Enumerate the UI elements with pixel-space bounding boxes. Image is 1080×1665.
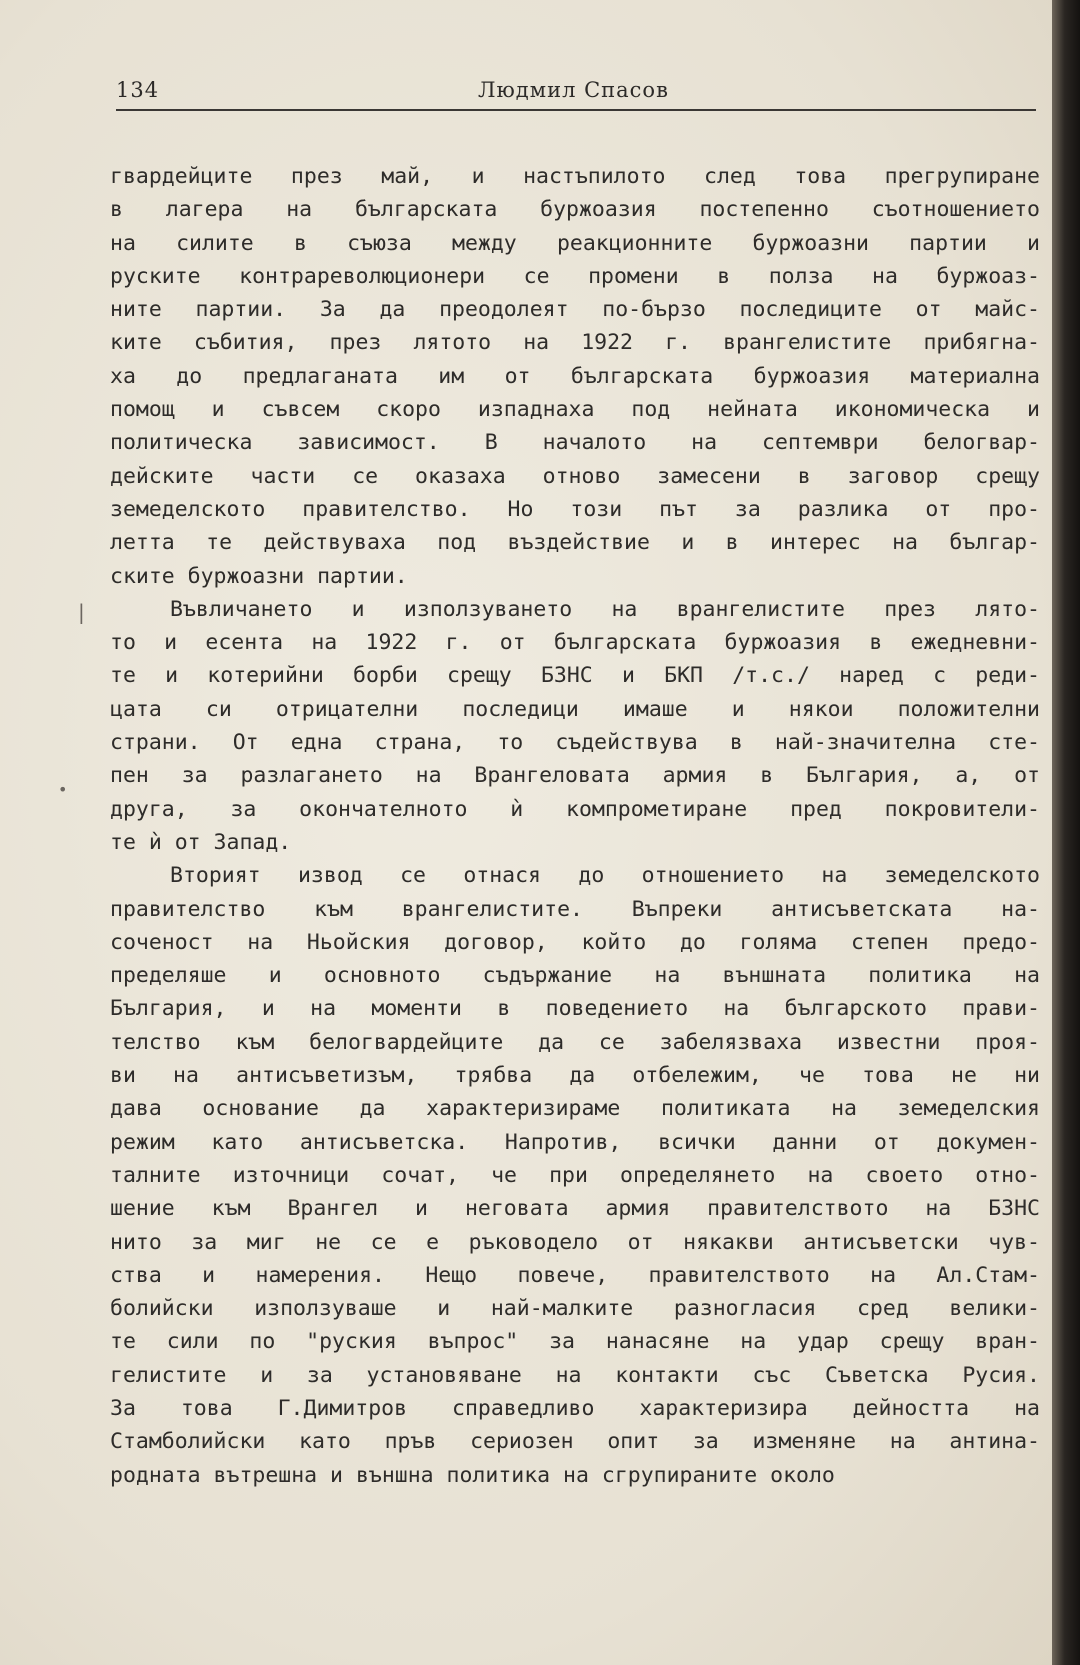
text-line: руските контрареволюционери се промени в полза на буржоаз- xyxy=(110,263,1040,289)
text-line: летта те действуваха под въздействие и в интерес на българ- xyxy=(110,530,1040,556)
margin-pencil-mark: | xyxy=(78,600,85,624)
body-text xyxy=(110,160,1040,1492)
text-line: ви на антисъветизъм, трябва да отбележим, че това не ни xyxy=(110,1063,1040,1089)
text-line: ха до предлаганата им от българската буржоазия материална xyxy=(110,363,1040,389)
text-line: ните партии. За да преодолеят по-бързо последиците от майс- xyxy=(110,297,1040,323)
text-line: гвардейците през май, и настъпилото след това прегрупиране xyxy=(110,164,1040,189)
paragraph xyxy=(110,593,1040,859)
text-line: телство към белогвардейците да се забелязваха известни проя- xyxy=(110,1029,1040,1055)
text-line: правителство към врангелистите. Въпреки антисъветската на- xyxy=(110,896,1040,922)
running-title: Людмил Спасов xyxy=(478,78,669,102)
text-line: Въвличането и използуването на врангелистите през лято- xyxy=(170,596,1040,622)
text-line: шение към Врангел и неговата армия правителството на БЗНС xyxy=(110,1196,1040,1222)
text-line: болийски използуваше и най-малките разногласия сред велики- xyxy=(110,1296,1040,1322)
text-line: те и котерийни борби срещу БЗНС и БКП /т.с./ наред с реди- xyxy=(110,663,1040,689)
text-line: цата си отрицателни последици имаше и някои положителни xyxy=(110,696,1040,722)
page-number: 134 xyxy=(116,78,160,102)
text-line: България, и на моменти в поведението на българското прави- xyxy=(110,996,1040,1022)
text-line: помощ и съвсем скоро изпаднаха под нейната икономическа и xyxy=(110,397,1040,423)
text-line: За това Г.Димитров справедливо характеризира дейността на xyxy=(110,1395,1040,1421)
text-line: ките събития, през лятото на 1922 г. врангелистите прибягна- xyxy=(110,330,1040,356)
text-line: талните източници сочат, че при определянето на своето отно- xyxy=(110,1162,1040,1188)
text-line: соченост на Ньойския договор, който до голяма степен предо- xyxy=(110,929,1040,955)
text-line: друга, за окончателното ѝ компрометиране пред покровители- xyxy=(110,796,1040,822)
text-line: ските буржоазни партии. xyxy=(110,563,408,589)
text-line: на силите в съюза между реакционните буржоазни партии и xyxy=(110,230,1040,256)
page-header xyxy=(116,78,1036,112)
text-line: Вторият извод се отнася до отношението на земеделското xyxy=(170,863,1040,889)
margin-pencil-mark: • xyxy=(58,780,68,799)
text-line: нито за миг не се е ръководело от някакви антисъветски чув- xyxy=(110,1229,1040,1255)
text-line: дейските части се оказаха отново замесени в заговор срещу xyxy=(110,463,1040,489)
text-line: ства и намерения. Нещо повече, правителството на Ал.Стам- xyxy=(110,1262,1040,1288)
text-line: те ѝ от Запад. xyxy=(110,829,292,855)
text-line: родната вътрешна и външна политика на сгрупираните около xyxy=(110,1462,835,1488)
text-line: дава основание да характеризираме политиката на земеделския xyxy=(110,1096,1040,1122)
paragraph xyxy=(110,160,1040,593)
text-line: режим като антисъветска. Напротив, всички данни от докумен- xyxy=(110,1129,1040,1155)
text-line: пределяше и основното съдържание на външната политика на xyxy=(110,963,1040,989)
text-line: те сили по "руския въпрос" за нанасяне на удар срещу вран- xyxy=(110,1329,1040,1355)
text-line: политическа зависимост. В началото на септември белогвар- xyxy=(110,430,1040,456)
text-line: земеделското правителство. Но този път за разлика от про- xyxy=(110,496,1040,522)
paragraph xyxy=(110,859,1040,1492)
text-line: страни. От една страна, то съдействува в най-значителна сте- xyxy=(110,730,1040,756)
text-line: то и есента на 1922 г. от българската буржоазия в ежедневни- xyxy=(110,630,1040,656)
text-line: пен за разлагането на Врангеловата армия в България, а, от xyxy=(110,763,1040,789)
text-line: Стамболийски като пръв сериозен опит за изменяне на антина- xyxy=(110,1429,1040,1455)
book-binding-edge xyxy=(1052,0,1080,1665)
header-rule xyxy=(116,109,1036,111)
text-line: гелистите и за установяване на контакти със Съветска Русия. xyxy=(110,1362,1040,1388)
text-line: в лагера на българската буржоазия постепенно съотношението xyxy=(110,197,1040,223)
